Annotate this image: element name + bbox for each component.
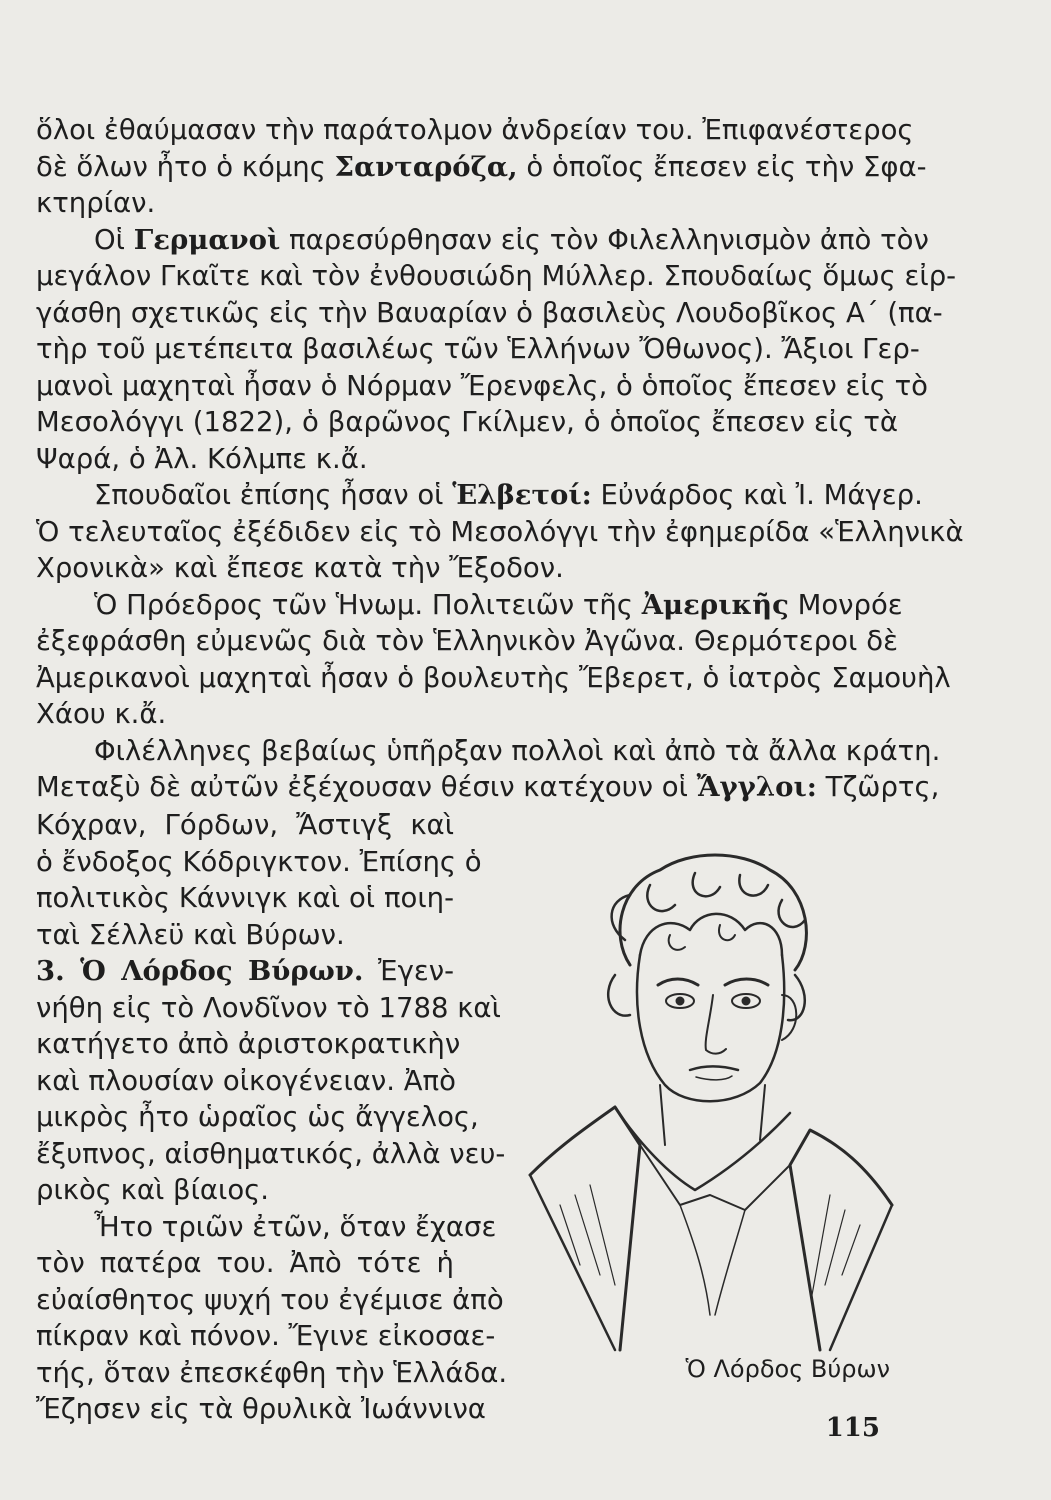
text-line: Ὁ τελευταῖος ἐξέδιδεν εἰς τὸ Μεσολόγγι τὴν ἐφημερίδα «Ἑλληνικὰ	[36, 515, 964, 548]
text-line: κτηρίαν.	[36, 187, 156, 219]
text-line: μικρὸς ἦτο ὡραῖος ὡς ἄγγελος,	[36, 1101, 479, 1133]
text-line: τὸν πατέρα του. Ἀπὸ τότε ἡ	[36, 1247, 454, 1279]
text-line: Ἀμερικανοὶ μαχηταὶ ἦσαν ὁ βουλευτὴς Ἔβερετ, ὁ ἰατρὸς Σαμουὴλ	[36, 661, 951, 694]
bold-term: Ἄγγλοι:	[696, 771, 817, 803]
text-line: πίκραν καὶ πόνον. Ἔγινε εἰκοσαε-	[36, 1320, 496, 1352]
figure-caption: Ὁ Λόρδος Βύρων	[685, 1355, 890, 1383]
text-line: ὁ ἔνδοξος Κόδριγκτον. Ἐπίσης ὁ	[36, 845, 482, 878]
text-line: νήθη εἰς τὸ Λονδῖνον τὸ 1788 καὶ	[36, 991, 501, 1024]
text-line: τής, ὅταν ἐπεσκέφθη τὴν Ἑλλάδα.	[36, 1356, 508, 1389]
line-text: Οἱ	[94, 223, 134, 256]
section-heading: 3. Ὁ Λόρδος Βύρων.	[36, 955, 364, 987]
text-line	[36, 477, 923, 513]
bold-term: Ἀμερικῆς	[641, 588, 789, 621]
text-line: πολιτικὸς Κάννιγκ καὶ οἱ ποιη-	[36, 882, 454, 914]
byron-portrait-illustration	[520, 845, 900, 1350]
text-line: Χρονικὰ» καὶ ἔπεσε κατὰ τὴν Ἔξοδον.	[36, 552, 564, 584]
text-line	[36, 222, 929, 258]
page-number: 115	[825, 1413, 880, 1443]
text-line: κατήγετο ἀπὸ ἀριστοκρατικὴν	[36, 1028, 461, 1060]
line-text: Μονρόε	[788, 588, 903, 621]
text-line: Χάου κ.ἄ.	[36, 698, 167, 730]
text-line: μανοὶ μαχηταὶ ἦσαν ὁ Νόρμαν Ἔρενφελς, ὁ ὁποῖος ἔπεσεν εἰς τὸ	[36, 369, 928, 402]
text-line	[36, 149, 927, 185]
text-line: Φιλέλληνες βεβαίως ὑπῆρξαν πολλοὶ καὶ ἀπὸ τὰ ἄλλα κράτη.	[94, 734, 941, 767]
line-text: Σπουδαῖοι ἐπίσης ἦσαν οἱ	[94, 479, 453, 511]
text-line: Ἔζησεν εἰς τὰ θρυλικὰ Ἰωάννινα	[36, 1393, 486, 1425]
text-line: ἐξεφράσθη εὐμενῶς διὰ τὸν Ἑλληνικὸν Ἀγῶνα. Θερμότεροι δὲ	[36, 625, 898, 657]
line-text: Τζῶρτς,	[816, 771, 940, 803]
line-text: παρεσύρθησαν εἰς τὸν Φιλελληνισμὸν ἀπὸ τὸν	[280, 223, 929, 256]
bold-term: Γερμανοὶ	[133, 223, 281, 256]
text-line	[36, 769, 940, 805]
text-line: τὴρ τοῦ μετέπειτα βασιλέως τῶν Ἑλλήνων Ὄθωνος). Ἄξιοι Γερ-	[36, 333, 920, 365]
text-line	[36, 587, 903, 623]
line-text: δὲ ὅλων ἦτο ὁ κόμης	[36, 150, 335, 183]
text-line: μεγάλον Γκαῖτε καὶ τὸν ἐνθουσιώδη Μύλλερ. Σπουδαίως ὅμως εἰρ-	[36, 260, 957, 292]
text-line: ρικὸς καὶ βίαιος.	[36, 1174, 270, 1206]
text-line	[36, 953, 454, 989]
line-text: Ὁ Πρόεδρος τῶν Ἡνωμ. Πολιτειῶν τῆς	[94, 588, 642, 621]
text-line: Μεσολόγγι (1822), ὁ βαρῶνος Γκίλμεν, ὁ ὁποῖος ἔπεσεν εἰς τὰ	[36, 406, 898, 438]
line-text: Εὐνάρδος καὶ Ἰ. Μάγερ.	[591, 479, 923, 511]
text-line: ταὶ Σέλλεϋ καὶ Βύρων.	[36, 918, 345, 951]
line-text: Ἐγεν-	[363, 955, 454, 987]
text-line: ὅλοι ἐθαύμασαν τὴν παράτολμον ἀνδρείαν του. Ἐπιφανέστερος	[36, 114, 914, 146]
text-line: Ἦτο τριῶν ἐτῶν, ὅταν ἔχασε	[94, 1210, 497, 1243]
line-text: Μεταξὺ δὲ αὐτῶν ἐξέχουσαν θέσιν κατέχουν οἱ	[36, 771, 697, 803]
text-line: Κόχραν, Γόρδων, Ἄστιγξ καὶ	[36, 809, 454, 841]
text-line: γάσθη σχετικῶς εἰς τὴν Βαυαρίαν ὁ βασιλεὺς Λουδοβῖκος Α΄ (πα-	[36, 296, 943, 329]
bold-term: Σανταρόζα,	[334, 150, 518, 183]
text-line: ἔξυπνος, αἰσθηματικός, ἀλλὰ νευ-	[36, 1137, 506, 1170]
text-line: εὐαίσθητος ψυχή του ἐγέμισε ἀπὸ	[36, 1283, 504, 1316]
bold-term: Ἑλβετοί:	[452, 479, 592, 511]
text-line: καὶ πλουσίαν οἰκογένειαν. Ἀπὸ	[36, 1064, 456, 1097]
text-line: Ψαρά, ὁ Ἀλ. Κόλμπε κ.ἄ.	[36, 442, 368, 475]
line-text: ὁ ὁποῖος ἔπεσεν εἰς τὴν Σφα-	[517, 150, 927, 183]
